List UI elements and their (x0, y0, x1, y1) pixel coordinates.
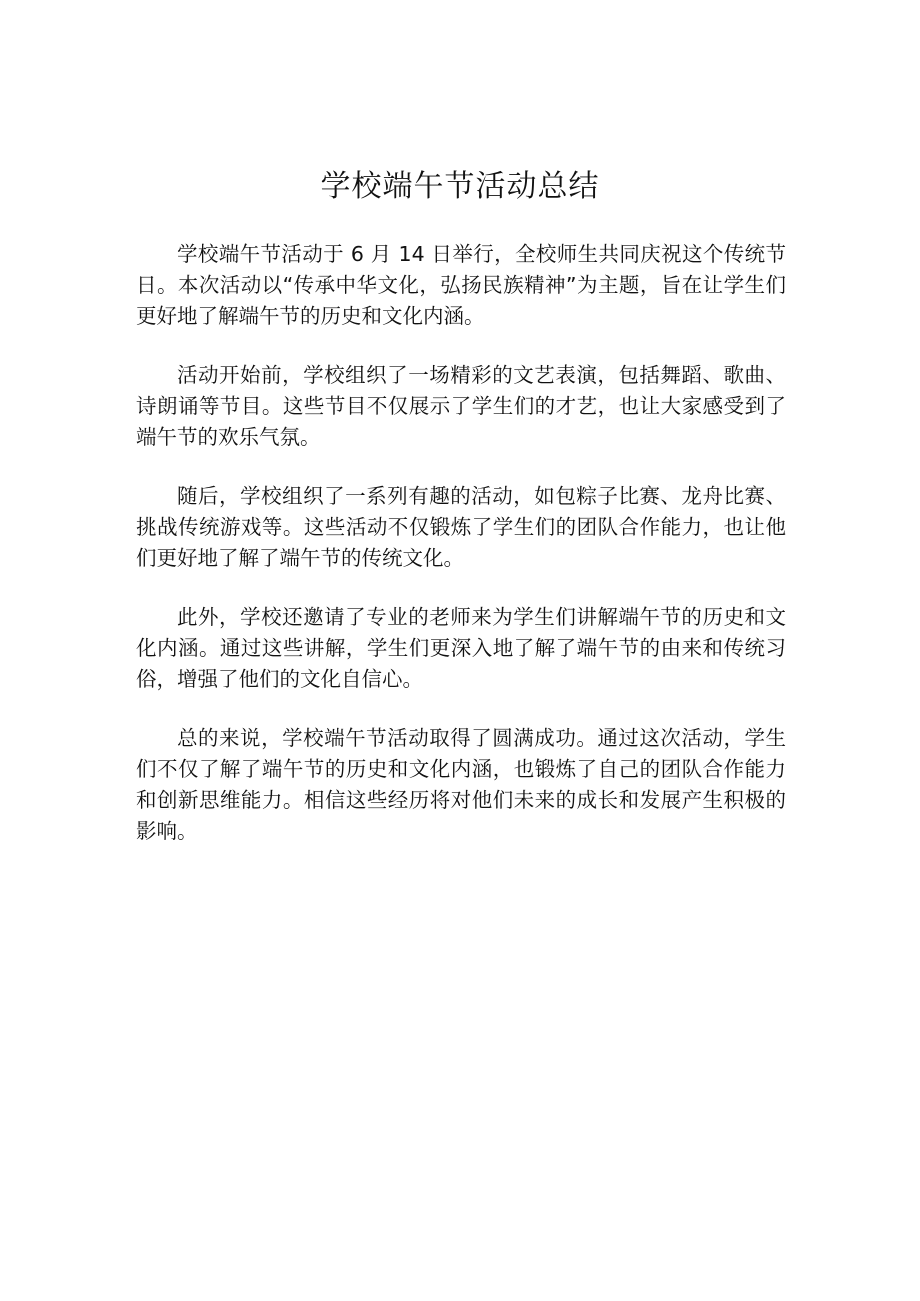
paragraph-2: 活动开始前，学校组织了一场精彩的文艺表演，包括舞蹈、歌曲、诗朗诵等节目。这些节目不仅展示了学生们的才艺，也让大家感受到了端午节的欢乐气氛。 (136, 363, 786, 449)
paragraph-1: 学校端午节活动于 6 月 14 日举行，全校师生共同庆祝这个传统节日。本次活动以“传承中华文化，弘扬民族精神”为主题，旨在让学生们更好地了解端午节的历史和文化内涵。 (136, 242, 786, 328)
paragraph-3: 随后，学校组织了一系列有趣的活动，如包粽子比赛、龙舟比赛、挑战传统游戏等。这些活动不仅锻炼了学生们的团队合作能力，也让他们更好地了解了端午节的传统文化。 (136, 484, 786, 570)
document-body (136, 239, 786, 875)
paragraph-5: 总的来说，学校端午节活动取得了圆满成功。通过这次活动，学生们不仅了解了端午节的历史和文化内涵，也锻炼了自己的团队合作能力和创新思维能力。相信这些经历将对他们未来的成长和发展产生积极的影响。 (136, 726, 786, 843)
paragraph-4: 此外，学校还邀请了专业的老师来为学生们讲解端午节的历史和文化内涵。通过这些讲解，学生们更深入地了解了端午节的由来和传统习俗，增强了他们的文化自信心。 (136, 605, 786, 691)
document-title: 学校端午节活动总结 (320, 169, 600, 204)
